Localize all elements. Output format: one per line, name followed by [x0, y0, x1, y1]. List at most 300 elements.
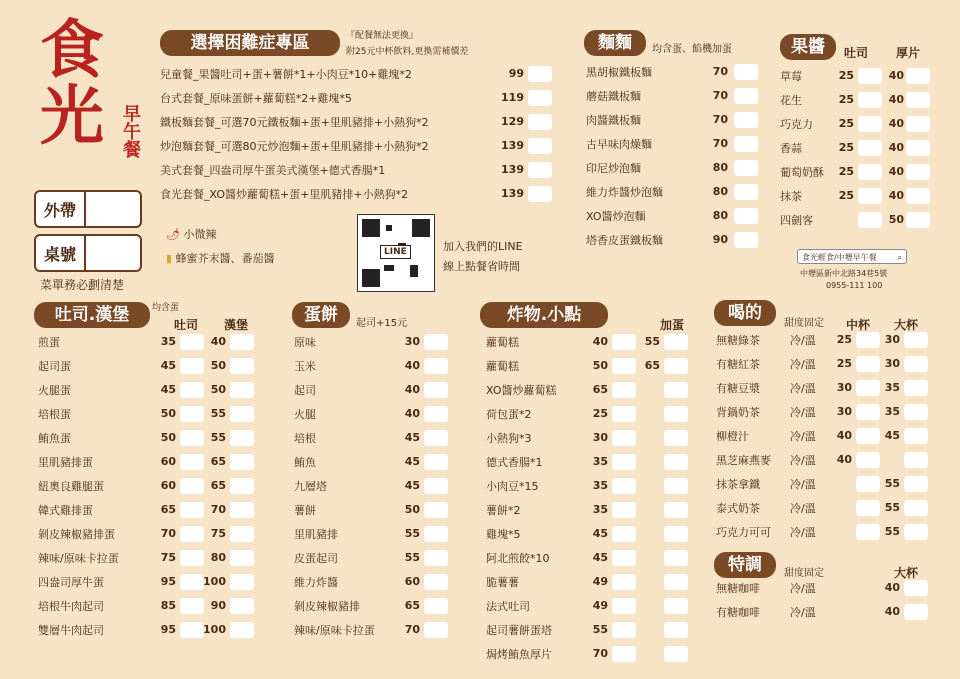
toast-col-burger: 漢堡	[224, 318, 249, 332]
legend-spicy-text: 小微辣	[183, 228, 217, 241]
menu-item-price: 25	[592, 407, 608, 420]
menu-item-price: 45	[404, 455, 420, 468]
menu-item-price: 40	[888, 141, 904, 154]
menu-item-name: 抹茶	[780, 190, 802, 203]
menu-item-price: 35	[884, 381, 900, 394]
menu-item-name: 炒泡麵套餐_可選80元炒泡麵+蛋+里肌豬排+小熱狗*2	[160, 140, 429, 153]
menu-item-name: 美式套餐_四盎司厚牛蛋美式漢堡+德式香腸*1	[160, 164, 386, 177]
quantity-box[interactable]	[180, 454, 204, 470]
menu-item-name: 煎蛋	[38, 336, 60, 349]
quantity-box[interactable]	[424, 358, 448, 374]
menu-item-name: 兒童餐_果醬吐司+蛋+薯餅*1+小肉豆*10+雞塊*2	[160, 68, 412, 81]
quantity-box[interactable]	[904, 428, 928, 444]
quantity-box[interactable]	[230, 622, 254, 638]
menu-item-price: 75	[160, 551, 176, 564]
menu-item-name: 蘿蔔糕	[486, 360, 519, 373]
menu-item-name: 起司	[294, 384, 316, 397]
menu-item-name: 皮蛋起司	[294, 552, 338, 565]
menu-item-price: 50	[404, 503, 420, 516]
menu-item-name: 蘑菇鐵板麵	[586, 90, 641, 103]
quantity-box[interactable]	[528, 186, 552, 202]
special-col-large: 大杯	[894, 566, 919, 580]
menu-item-price: 25	[836, 333, 852, 346]
quantity-box[interactable]	[858, 116, 882, 132]
quantity-box[interactable]	[180, 358, 204, 374]
menu-item-name: XO醬炒泡麵	[586, 210, 646, 223]
quantity-box[interactable]	[856, 452, 880, 468]
menu-item-name: 維力炸醬	[294, 576, 338, 589]
legend-sauce	[166, 250, 275, 266]
quantity-box[interactable]	[664, 526, 688, 542]
quantity-box[interactable]	[858, 188, 882, 204]
quantity-box[interactable]	[612, 502, 636, 518]
menu-item-price: 100	[203, 575, 226, 588]
drinks-col-medium: 中杯	[846, 318, 871, 332]
menu-item-price: 85	[160, 599, 176, 612]
menu-item-name: 有糖紅茶	[716, 358, 760, 371]
menu-item-price: 25	[838, 93, 854, 106]
menu-item-temp: 冷/溫	[790, 454, 816, 467]
quantity-box[interactable]	[612, 358, 636, 374]
quantity-box[interactable]	[528, 114, 552, 130]
menu-item-price: 65	[404, 599, 420, 612]
quantity-box[interactable]	[528, 162, 552, 178]
jam-col-thick: 厚片	[896, 46, 921, 60]
shop-search-box[interactable]	[797, 249, 907, 264]
line-text-1: 加入我們的LINE	[443, 240, 523, 253]
menu-item-price: 55	[404, 527, 420, 540]
quantity-box[interactable]	[904, 380, 928, 396]
quantity-box[interactable]	[858, 212, 882, 228]
quantity-box[interactable]	[230, 526, 254, 542]
quantity-box[interactable]	[904, 580, 928, 596]
quantity-box[interactable]	[424, 550, 448, 566]
menu-item-price: 65	[644, 359, 660, 372]
drinks-col-large: 大杯	[894, 318, 919, 332]
menu-item-price: 60	[160, 479, 176, 492]
menu-item-price: 50	[160, 407, 176, 420]
menu-item-price: 50	[160, 431, 176, 444]
menu-item-name: 鐵板麵套餐_可選70元鐵板麵+蛋+里肌豬排+小熱狗*2	[160, 116, 429, 129]
quantity-box[interactable]	[180, 526, 204, 542]
quantity-box[interactable]	[904, 332, 928, 348]
menu-item-name: 草莓	[780, 70, 802, 83]
quantity-box[interactable]	[424, 526, 448, 542]
quantity-box[interactable]	[230, 598, 254, 614]
quantity-box[interactable]	[906, 188, 930, 204]
menu-item-price: 100	[203, 623, 226, 636]
quantity-box[interactable]	[230, 478, 254, 494]
menu-item-name: 古早味肉燥麵	[586, 138, 652, 151]
menu-item-name: 抹茶拿鐵	[716, 478, 760, 491]
quantity-box[interactable]	[906, 116, 930, 132]
menu-item-price: 65	[210, 479, 226, 492]
legend-spicy	[166, 226, 216, 242]
shop-phone: 0955-111 100	[826, 281, 883, 290]
quantity-box[interactable]	[612, 430, 636, 446]
quantity-box[interactable]	[904, 604, 928, 620]
quantity-box[interactable]	[528, 90, 552, 106]
menu-item-name: 柳橙汁	[716, 430, 749, 443]
menu-item-price: 45	[160, 383, 176, 396]
menu-item-price: 40	[404, 407, 420, 420]
quantity-box[interactable]	[734, 160, 758, 176]
quantity-box[interactable]	[180, 574, 204, 590]
menu-item-price: 35	[160, 335, 176, 348]
quantity-box[interactable]	[664, 358, 688, 374]
menu-item-price: 25	[838, 69, 854, 82]
quantity-box[interactable]	[180, 478, 204, 494]
menu-item-name: 法式吐司	[486, 600, 530, 613]
quantity-box[interactable]	[664, 334, 688, 350]
quantity-box[interactable]	[424, 478, 448, 494]
menu-item-price: 49	[592, 599, 608, 612]
menu-item-price: 40	[884, 605, 900, 618]
table-number-box[interactable]	[34, 234, 142, 272]
brand-subtitle: 早午餐	[120, 104, 141, 158]
chili-icon: 🌶	[166, 228, 180, 241]
menu-item-temp: 冷/溫	[790, 526, 816, 539]
quantity-box[interactable]	[664, 502, 688, 518]
menu-item-price: 40	[210, 335, 226, 348]
menu-item-price: 40	[888, 189, 904, 202]
jam-col-toast: 吐司	[844, 46, 869, 60]
menu-item-price: 60	[404, 575, 420, 588]
quantity-box[interactable]	[424, 430, 448, 446]
menu-item-temp: 冷/溫	[790, 502, 816, 515]
quantity-box[interactable]	[180, 382, 204, 398]
quantity-box[interactable]	[424, 454, 448, 470]
menu-item-name: 剝皮辣椒豬排	[294, 600, 360, 613]
search-icon: ⌕	[897, 253, 902, 262]
menu-item-name: 肉醬鐵板麵	[586, 114, 641, 127]
quantity-box[interactable]	[734, 232, 758, 248]
quantity-box[interactable]	[664, 478, 688, 494]
quantity-box[interactable]	[230, 358, 254, 374]
snacks-title: 炸物.小點	[480, 302, 608, 328]
jam-title: 果醬	[780, 34, 836, 60]
menu-item-price: 80	[712, 185, 728, 198]
toast-note: 均含蛋	[152, 303, 180, 313]
toast-title: 吐司.漢堡	[34, 302, 150, 328]
quantity-box[interactable]	[664, 622, 688, 638]
shop-search-text: 食光輕食/中壢早午餐	[802, 253, 877, 262]
menu-item-name: 有糖咖啡	[716, 606, 760, 619]
quantity-box[interactable]	[664, 406, 688, 422]
menu-item-price: 80	[210, 551, 226, 564]
quantity-box[interactable]	[664, 430, 688, 446]
menu-item-price: 45	[592, 551, 608, 564]
menu-item-name: 食光套餐_XO醬炒蘿蔔糕+蛋+里肌豬排+小熱狗*2	[160, 188, 409, 201]
quantity-box[interactable]	[734, 64, 758, 80]
quantity-box[interactable]	[180, 598, 204, 614]
quantity-box[interactable]	[904, 404, 928, 420]
sauce-bottle-icon: ▮	[166, 252, 173, 265]
quantity-box[interactable]	[612, 574, 636, 590]
drinks-title: 喝的	[714, 300, 776, 326]
quantity-box[interactable]	[180, 622, 204, 638]
menu-item-price: 70	[712, 137, 728, 150]
quantity-box[interactable]	[612, 334, 636, 350]
menu-item-price: 25	[838, 165, 854, 178]
menu-item-name: 巧克力可可	[716, 526, 771, 539]
menu-item-name: 培根牛肉起司	[38, 600, 104, 613]
menu-item-name: 薯餅	[294, 504, 316, 517]
quantity-box[interactable]	[906, 212, 930, 228]
quantity-box[interactable]	[904, 500, 928, 516]
menu-item-name: 香蒜	[780, 142, 802, 155]
menu-item-name: 火腿	[294, 408, 316, 421]
menu-item-name: 火腿蛋	[38, 384, 71, 397]
menu-item-name: 無糖綠茶	[716, 334, 760, 347]
quantity-box[interactable]	[230, 550, 254, 566]
quantity-box[interactable]	[734, 184, 758, 200]
quantity-box[interactable]	[230, 406, 254, 422]
menu-item-name: 焗烤鮪魚厚片	[486, 648, 552, 661]
menu-item-price: 40	[884, 581, 900, 594]
menu-item-name: 辣味/原味卡拉蛋	[294, 624, 375, 637]
legend-sauce-text: 蜂蜜芥末醬、番茄醬	[175, 252, 275, 265]
takeout-label: 外帶	[36, 192, 86, 226]
menu-item-name: 四劍客	[780, 214, 813, 227]
quantity-box[interactable]	[906, 92, 930, 108]
menu-item-temp: 冷/溫	[790, 478, 816, 491]
menu-item-price: 30	[836, 381, 852, 394]
quantity-box[interactable]	[858, 68, 882, 84]
quantity-box[interactable]	[906, 140, 930, 156]
menu-item-name: 荷包蛋*2	[486, 408, 532, 421]
quantity-box[interactable]	[528, 66, 552, 82]
menu-item-name: 無糖咖啡	[716, 582, 760, 595]
menu-item-name: 四盎司厚牛蛋	[38, 576, 104, 589]
quantity-box[interactable]	[230, 382, 254, 398]
menu-item-name: 剝皮辣椒豬排蛋	[38, 528, 115, 541]
menu-item-price: 30	[404, 335, 420, 348]
quantity-box[interactable]	[612, 382, 636, 398]
menu-item-name: 黑芝麻燕麥	[716, 454, 771, 467]
quantity-box[interactable]	[230, 502, 254, 518]
menu-item-price: 70	[712, 89, 728, 102]
quantity-box[interactable]	[664, 454, 688, 470]
menu-item-price: 49	[592, 575, 608, 588]
noodles-note: 均含蛋、餡機加蛋	[652, 44, 732, 55]
quantity-box[interactable]	[664, 574, 688, 590]
menu-item-price: 40	[836, 453, 852, 466]
combo-title: 選擇困難症專區	[160, 30, 340, 56]
menu-item-price: 70	[404, 623, 420, 636]
menu-item-name: XO醬炒蘿蔔糕	[486, 384, 557, 397]
quantity-box[interactable]	[734, 112, 758, 128]
menu-item-temp: 冷/溫	[790, 406, 816, 419]
menu-item-price: 40	[404, 383, 420, 396]
brand-name-2: 光	[40, 79, 104, 154]
quantity-box[interactable]	[424, 622, 448, 638]
quantity-box[interactable]	[664, 550, 688, 566]
menu-item-price: 55	[210, 407, 226, 420]
quantity-box[interactable]	[904, 452, 928, 468]
menu-item-name: 印尼炒泡麵	[586, 162, 641, 175]
menu-item-name: 台式套餐_原味蛋餅+蘿蔔糕*2+雞塊*5	[160, 92, 352, 105]
menu-item-price: 90	[712, 233, 728, 246]
menu-item-name: 鮪魚	[294, 456, 316, 469]
menu-item-price: 55	[210, 431, 226, 444]
quantity-box[interactable]	[230, 334, 254, 350]
quantity-box[interactable]	[904, 524, 928, 540]
menu-item-price: 50	[592, 359, 608, 372]
quantity-box[interactable]	[612, 598, 636, 614]
menu-item-price: 55	[592, 623, 608, 636]
menu-item-name: 起司蛋	[38, 360, 71, 373]
quantity-box[interactable]	[734, 208, 758, 224]
quantity-box[interactable]	[424, 406, 448, 422]
quantity-box[interactable]	[664, 598, 688, 614]
quantity-box[interactable]	[612, 622, 636, 638]
quantity-box[interactable]	[858, 140, 882, 156]
menu-item-price: 30	[592, 431, 608, 444]
menu-item-price: 40	[592, 335, 608, 348]
menu-item-name: 蘿蔔糕	[486, 336, 519, 349]
line-qr-label: LINE	[380, 245, 411, 259]
menu-item-price: 55	[884, 525, 900, 538]
menu-item-price: 60	[160, 455, 176, 468]
quantity-box[interactable]	[612, 646, 636, 662]
menu-item-price: 50	[210, 359, 226, 372]
quantity-box[interactable]	[858, 164, 882, 180]
quantity-box[interactable]	[612, 526, 636, 542]
quantity-box[interactable]	[230, 574, 254, 590]
menu-item-price: 75	[210, 527, 226, 540]
quantity-box[interactable]	[424, 382, 448, 398]
quantity-box[interactable]	[424, 598, 448, 614]
menu-item-price: 70	[712, 113, 728, 126]
line-qr-code[interactable]	[357, 214, 435, 292]
crepe-note: 起司+15元	[356, 318, 408, 329]
quantity-box[interactable]	[612, 454, 636, 470]
drinks-note: 甜度固定	[784, 318, 824, 329]
quantity-box[interactable]	[180, 550, 204, 566]
brand-logo	[40, 13, 120, 154]
quantity-box[interactable]	[858, 92, 882, 108]
menu-item-price: 80	[712, 161, 728, 174]
menu-item-price: 40	[888, 165, 904, 178]
menu-item-price: 65	[160, 503, 176, 516]
menu-item-temp: 冷/溫	[790, 358, 816, 371]
quantity-box[interactable]	[528, 138, 552, 154]
menu-item-temp: 冷/溫	[790, 430, 816, 443]
quantity-box[interactable]	[734, 136, 758, 152]
menu-item-price: 65	[210, 455, 226, 468]
brand-name-1: 食	[40, 13, 104, 88]
menu-item-price: 35	[592, 479, 608, 492]
menu-item-price: 70	[160, 527, 176, 540]
toast-col-toast: 吐司	[174, 318, 199, 332]
quantity-box[interactable]	[904, 476, 928, 492]
menu-item-name: 小熱狗*3	[486, 432, 532, 445]
menu-item-price: 35	[884, 405, 900, 418]
quantity-box[interactable]	[664, 382, 688, 398]
menu-item-price: 55	[404, 551, 420, 564]
menu-item-price: 139	[501, 139, 524, 152]
menu-item-price: 50	[210, 383, 226, 396]
menu-item-price: 30	[884, 333, 900, 346]
menu-item-name: 有糖豆漿	[716, 382, 760, 395]
combo-note-2: 附25元中杯飲料,更換需補價差	[346, 47, 469, 57]
quantity-box[interactable]	[664, 646, 688, 662]
quantity-box[interactable]	[904, 356, 928, 372]
menu-item-name: 玉米	[294, 360, 316, 373]
menu-item-price: 40	[888, 93, 904, 106]
quantity-box[interactable]	[734, 88, 758, 104]
menu-item-name: 起司薯餅蛋塔	[486, 624, 552, 637]
quantity-box[interactable]	[906, 68, 930, 84]
menu-item-price: 80	[712, 209, 728, 222]
menu-item-price: 40	[836, 429, 852, 442]
menu-item-price: 35	[592, 503, 608, 516]
menu-item-name: 紐奧良雞腿蛋	[38, 480, 104, 493]
menu-item-name: 雞塊*5	[486, 528, 521, 541]
menu-item-name: 花生	[780, 94, 802, 107]
menu-item-price: 55	[644, 335, 660, 348]
crepe-title: 蛋餅	[292, 302, 350, 328]
quantity-box[interactable]	[906, 164, 930, 180]
quantity-box[interactable]	[424, 574, 448, 590]
quantity-box[interactable]	[612, 550, 636, 566]
menu-item-name: 雙層牛肉起司	[38, 624, 104, 637]
quantity-box[interactable]	[424, 502, 448, 518]
menu-item-price: 90	[210, 599, 226, 612]
menu-item-price: 45	[160, 359, 176, 372]
quantity-box[interactable]	[612, 406, 636, 422]
menu-item-name: 葡萄奶酥	[780, 166, 824, 179]
menu-item-price: 70	[210, 503, 226, 516]
menu-item-name: 里肌豬排	[294, 528, 338, 541]
special-note: 甜度固定	[784, 568, 824, 579]
menu-item-name: 薯餅*2	[486, 504, 521, 517]
menu-item-name: 小肉豆*15	[486, 480, 539, 493]
menu-item-name: 塔香皮蛋鐵板麵	[586, 234, 663, 247]
quantity-box[interactable]	[230, 454, 254, 470]
menu-item-name: 九層塔	[294, 480, 327, 493]
menu-item-price: 25	[836, 357, 852, 370]
menu-item-price: 70	[592, 647, 608, 660]
menu-item-temp: 冷/溫	[790, 606, 816, 619]
menu-item-price: 95	[160, 623, 176, 636]
menu-item-name: 里肌豬排蛋	[38, 456, 93, 469]
menu-item-price: 45	[592, 527, 608, 540]
menu-item-name: 辣味/原味卡拉蛋	[38, 552, 119, 565]
noodles-title: 麵麵	[584, 30, 646, 56]
quantity-box[interactable]	[180, 406, 204, 422]
menu-item-price: 40	[888, 69, 904, 82]
quantity-box[interactable]	[424, 334, 448, 350]
quantity-box[interactable]	[180, 334, 204, 350]
menu-item-price: 65	[592, 383, 608, 396]
menu-item-price: 139	[501, 163, 524, 176]
menu-item-price: 45	[404, 431, 420, 444]
menu-item-name: 德式香腸*1	[486, 456, 543, 469]
takeout-box[interactable]	[34, 190, 142, 228]
quantity-box[interactable]	[180, 502, 204, 518]
menu-item-name: 脆薯薯	[486, 576, 519, 589]
quantity-box[interactable]	[612, 478, 636, 494]
menu-item-price: 55	[884, 501, 900, 514]
menu-item-price: 40	[404, 359, 420, 372]
quantity-box[interactable]	[180, 430, 204, 446]
menu-item-price: 119	[501, 91, 524, 104]
menu-item-price: 129	[501, 115, 524, 128]
menu-item-price: 99	[508, 67, 524, 80]
quantity-box[interactable]	[230, 430, 254, 446]
